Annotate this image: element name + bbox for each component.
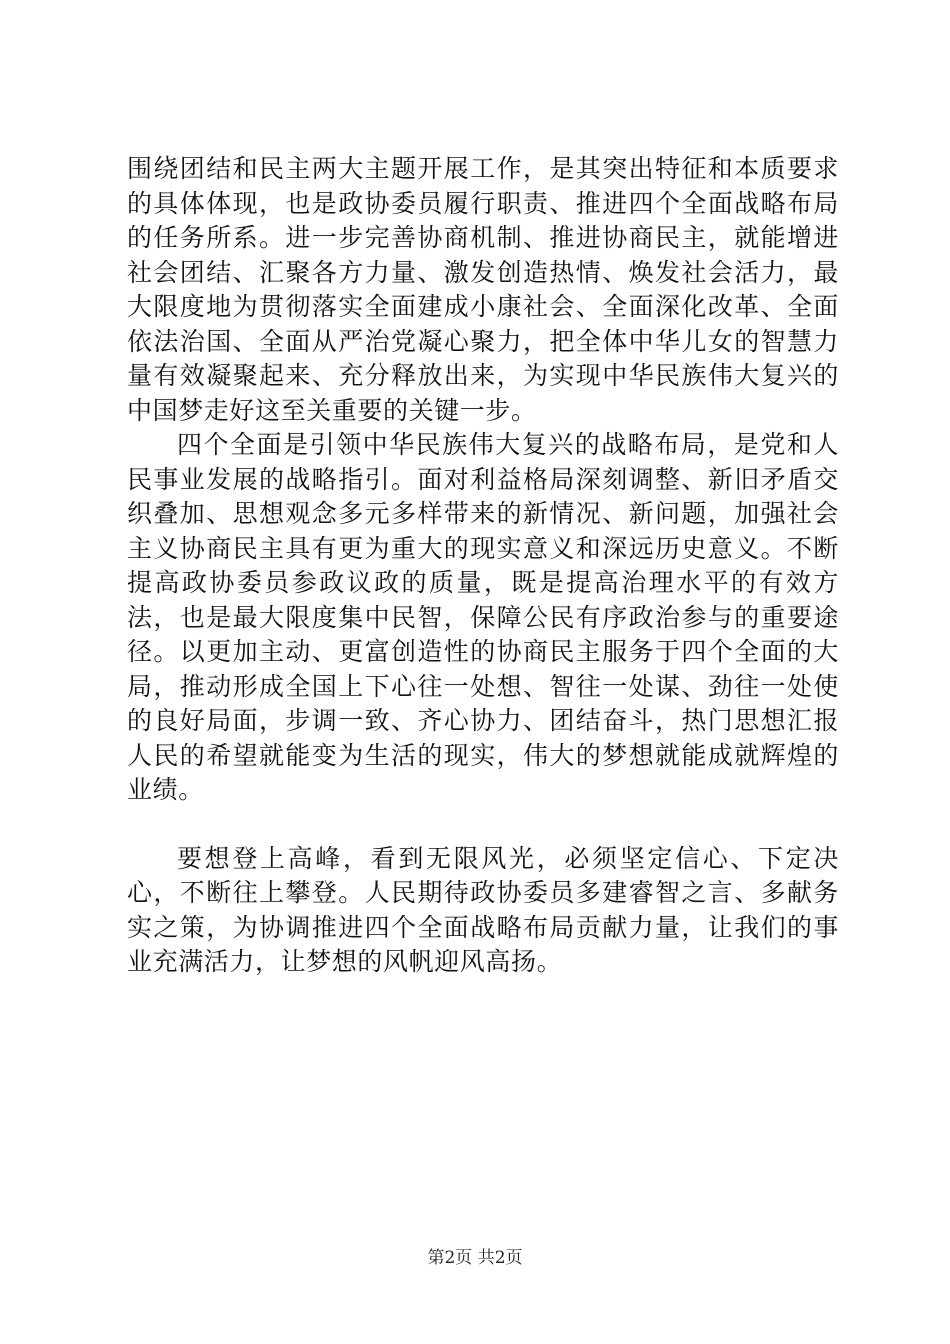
page-footer: 第2页 共2页 — [427, 1248, 523, 1268]
paragraph-2: 四个全面是引领中华民族伟大复兴的战略布局，是党和人民事业发展的战略指引。面对利益格局深刻调整、新旧矛盾交织叠加、思想观念多元多样带来的新情况、新问题，加强社会主义协商民主具有更为重大的现实意义和深远历史意义。不断提高政协委员参政议政的质量，既是提高治理水平的有效方法，也是最大限度集中民智，保障公民有序政治参与的重要途径。以更加主动、更富创造性的协商民主服务于四个全面的大局，推动形成全国上下心往一处想、智往一处谋、劲往一处使的良好局面，步调一致、齐心协力、团结奋斗，热门思想汇报人民的希望就能变为生活的现实，伟大的梦想就能成就辉煌的业绩。 — [127, 430, 839, 804]
paragraph-3: 要想登上高峰，看到无限风光，必须坚定信心、下定决心，不断往上攀登。人民期待政协委员多建睿智之言、多献务实之策，为协调推进四个全面战略布局贡献力量，让我们的事业充满活力，让梦想的风帆迎风高扬。 — [127, 843, 839, 976]
paragraph-1: 围绕团结和民主两大主题开展工作，是其突出特征和本质要求的具体体现，也是政协委员履行职责、推进四个全面战略布局的任务所系。进一步完善协商机制、推进协商民主，就能增进社会团结、汇聚各方力量、激发创造热情、焕发社会活力，最大限度地为贯彻落实全面建成小康社会、全面深化改革、全面依法治国、全面从严治党凝心聚力，把全体中华儿女的智慧力量有效凝聚起来、充分释放出来，为实现中华民族伟大复兴的中国梦走好这至关重要的关键一步。 — [127, 154, 839, 425]
document-body — [127, 152, 839, 980]
